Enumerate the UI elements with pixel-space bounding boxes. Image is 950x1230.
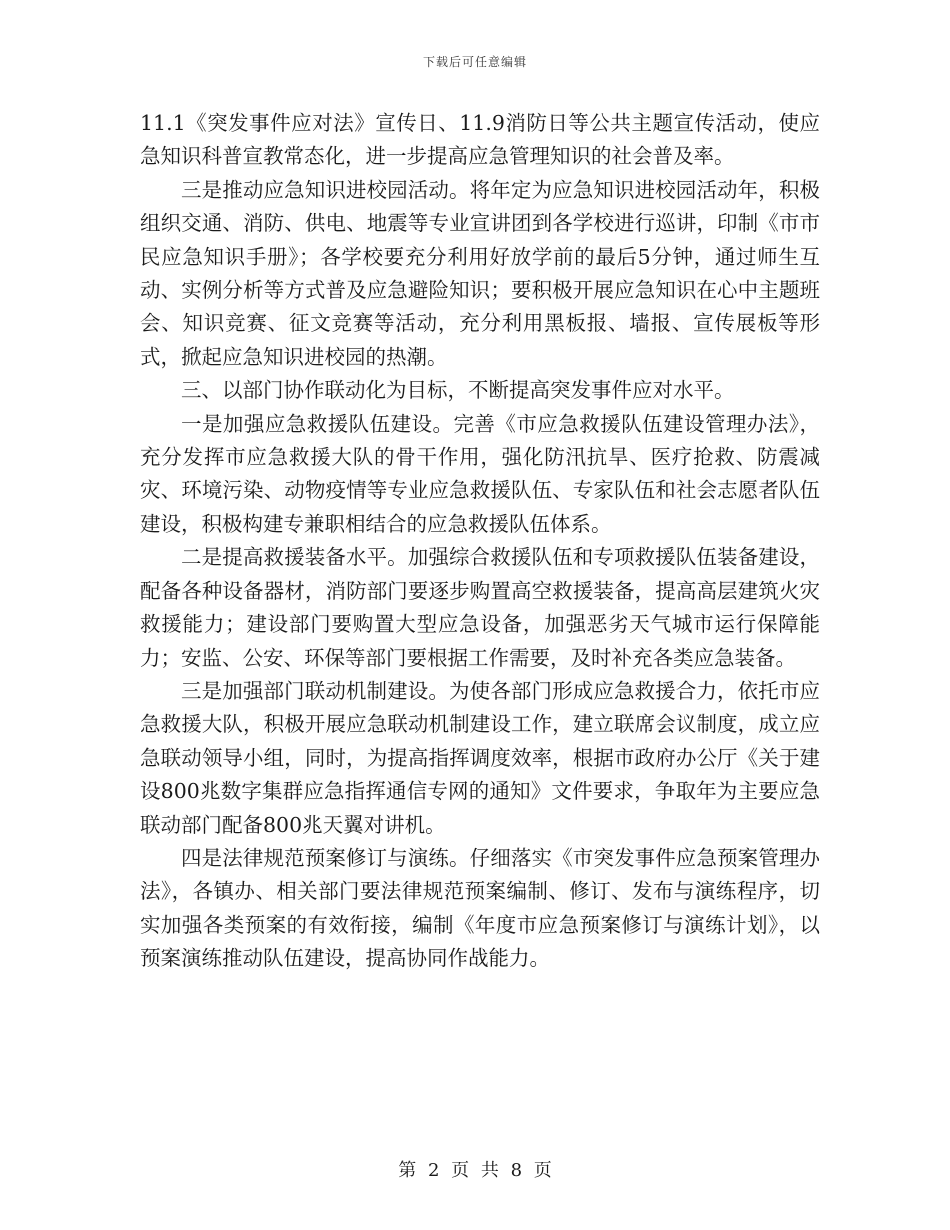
- paragraph: 一是加强应急救援队伍建设。完善《市应急救援队伍建设管理办法》，充分发挥市应急救援大队的骨干作用，强化防汛抗旱、医疗抢救、防震减灾、环境污染、动物疫情等专业应急救援队伍、专家队伍和社会志愿者队伍建设，积极构建专兼职相结合的应急救援队伍体系。: [140, 411, 820, 536]
- paragraph-continuation: 11.1《突发事件应对法》宣传日、11.9消防日等公共主题宣传活动，使应急知识科普宣教常态化，进一步提高应急管理知识的社会普及率。: [140, 111, 820, 169]
- paragraph: 三是加强部门联动机制建设。为使各部门形成应急救援合力，依托市应急救援大队，积极开展应急联动机制建设工作，建立联席会议制度，成立应急联动领导小组，同时，为提高指挥调度效率，根据市政府办公厅《关于建设800兆数字集群应急指挥通信专网的通知》文件要求，争取年为主要应急联动部门配备800兆天翼对讲机。: [140, 678, 820, 837]
- paragraph: 二是提高救援装备水平。加强综合救援队伍和专项救援队伍装备建设，配备各种设备器材，消防部门要逐步购置高空救援装备，提高高层建筑火灾救援能力；建设部门要购置大型应急设备，加强恶劣天气城市运行保障能力；安监、公安、环保等部门要根据工作需要，及时补充各类应急装备。: [140, 545, 820, 670]
- document-body: [140, 107, 820, 976]
- paragraph: 三是推动应急知识进校园活动。将年定为应急知识进校园活动年，积极组织交通、消防、供电、地震等专业宣讲团到各学校进行巡讲，印制《市市民应急知识手册》；各学校要充分利用好放学前的最后5分钟，通过师生互动、实例分析等方式普及应急避险知识；要积极开展应急知识在心中主题班会、知识竞赛、征文竞赛等活动，充分利用黑板报、墙报、宣传展板等形式，掀起应急知识进校园的热潮。: [140, 177, 820, 369]
- header-note: 下载后可任意编辑: [422, 55, 527, 69]
- section-heading: 三、以部门协作联动化为目标，不断提高突发事件应对水平。: [181, 378, 735, 403]
- page-number: 第 2 页 共 8 页: [398, 1160, 552, 1181]
- paragraph: 四是法律规范预案修订与演练。仔细落实《市突发事件应急预案管理办法》，各镇办、相关部门要法律规范预案编制、修订、发布与演练程序，切实加强各类预案的有效衔接，编制《年度市应急预案修订与演练计划》，以预案演练推动队伍建设，提高协同作战能力。: [140, 845, 820, 971]
